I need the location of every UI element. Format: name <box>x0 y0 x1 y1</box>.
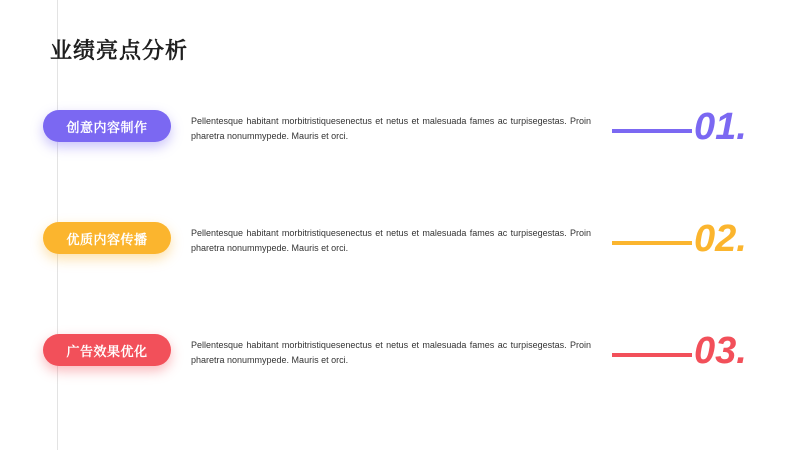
highlight-label-pill-3: 广告效果优化 <box>43 334 171 366</box>
highlight-description-1: Pellentesque habitant morbitristiquesenectus et netus et malesuada fames ac turpisegestas. Proin pharetra nonummypede. Mauris et orci. <box>191 116 591 141</box>
page-title: 业绩亮点分析 <box>50 39 189 64</box>
highlight-row-1 <box>0 98 800 158</box>
highlight-dash-line-2 <box>612 241 692 245</box>
highlight-dash-line-1 <box>612 129 692 133</box>
highlight-description-2: Pellentesque habitant morbitristiquesenectus et netus et malesuada fames ac turpisegestas. Proin pharetra nonummypede. Mauris et orci. <box>191 228 591 253</box>
highlight-label-pill-2: 优质内容传播 <box>43 222 171 254</box>
highlight-label-pill-1: 创意内容制作 <box>43 110 171 142</box>
highlight-number-2: 02. <box>694 218 747 260</box>
highlight-number-1: 01. <box>694 106 747 148</box>
highlight-row-2 <box>0 210 800 270</box>
highlight-description-3: Pellentesque habitant morbitristiquesenectus et netus et malesuada fames ac turpisegestas. Proin pharetra nonummypede. Mauris et orci. <box>191 340 591 365</box>
highlight-row-3 <box>0 322 800 382</box>
highlight-number-3: 03. <box>694 330 747 372</box>
highlight-dash-line-3 <box>612 353 692 357</box>
